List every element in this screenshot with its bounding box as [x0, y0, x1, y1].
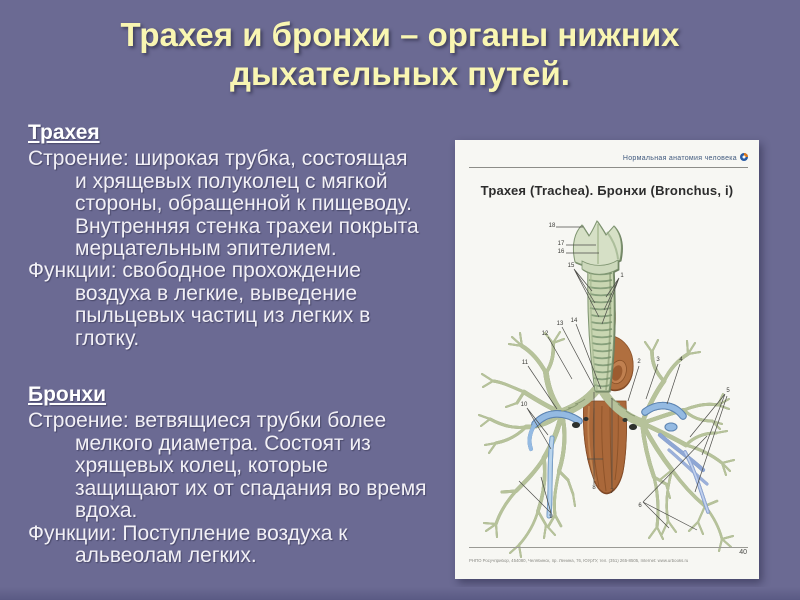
text-line: мерцательным эпителием.: [75, 237, 337, 261]
figure-labels: [455, 140, 759, 579]
figure-label-2: 2: [637, 359, 641, 365]
figure-label-18: 18: [548, 223, 556, 229]
figure-label-4: 4: [679, 357, 683, 363]
page-header-text: Нормальная анатомия человека: [622, 155, 737, 162]
page-footer: [469, 550, 774, 568]
figure-label-3: 3: [656, 357, 660, 363]
text-line: защищают их от спадания во время: [75, 476, 427, 500]
text-line: Строение: ветвящиеся трубки более: [28, 409, 387, 433]
section-heading: Трахея: [28, 121, 100, 144]
section-heading: Бронхи: [28, 383, 107, 407]
slide-title-line1: Трахея и бронхи – органы нижних: [120, 16, 680, 53]
figure-label-11: 11: [521, 360, 529, 366]
text-line: альвеолам легких.: [75, 543, 257, 567]
slide-title: [40, 15, 760, 93]
page-footer-text: РНПО Росучприбор, 454080, Челябинск, пр. Ленина, 76, ЮУрГУ, тел. (351) 265-8505, Internet: www.urbooks.ru: [469, 559, 689, 564]
text-line: хрящевых колец, которые: [75, 454, 329, 478]
text-line: глотку.: [75, 326, 140, 350]
footer-rule: [469, 547, 748, 548]
figure-label-9: 9: [549, 514, 553, 520]
section-gap: [28, 350, 452, 384]
text-line: воздуха в легкие, выведение: [75, 281, 358, 305]
page-header: [469, 153, 748, 163]
text-line: мелкого диаметра. Состоят из: [75, 431, 371, 455]
figure-label-8: 8: [592, 485, 596, 491]
page-number: 40: [739, 549, 747, 556]
bottom-shade: [0, 587, 800, 600]
paragraph: [28, 410, 452, 522]
text-line: Строение: широкая трубка, состоящая: [28, 147, 408, 171]
figure-label-13: 13: [556, 321, 564, 327]
figure-label-6: 6: [638, 503, 642, 509]
atlas-page: [455, 140, 759, 579]
text-line: Функции: свободное прохождение: [28, 259, 361, 283]
text-line: стороны, обращенной к пищеводу.: [75, 192, 412, 216]
text-line: Функции: Поступление воздуха к: [28, 521, 348, 545]
figure-label-7: 7: [610, 489, 614, 495]
paragraph: [28, 523, 452, 568]
slide-title-line2: дыхательных путей.: [230, 55, 570, 92]
figure-label-15: 15: [567, 263, 575, 269]
figure-label-17: 17: [557, 241, 565, 247]
figure-label-16: 16: [557, 249, 565, 255]
figure-label-10: 10: [520, 402, 528, 408]
body-text: [28, 122, 452, 600]
figure-title: Трахея (Trachea). Бронхи (Bronchus, i): [480, 183, 734, 198]
paragraph: [28, 148, 452, 260]
text-line: Внутренняя стенка трахеи покрыта: [75, 214, 419, 238]
header-rule: [469, 167, 748, 168]
figure-label-12: 12: [541, 331, 549, 337]
atlas-logo-icon: [740, 153, 748, 163]
text-line: пыльцевых частиц из легких в: [75, 304, 371, 328]
text-line: и хрящевых полуколец с мягкой: [75, 169, 388, 193]
figure-label-5: 5: [726, 388, 730, 394]
figure-label-14: 14: [570, 318, 578, 324]
paragraph: [28, 260, 452, 350]
text-line: вдоха.: [75, 499, 138, 523]
figure-label-1: 1: [620, 273, 624, 279]
